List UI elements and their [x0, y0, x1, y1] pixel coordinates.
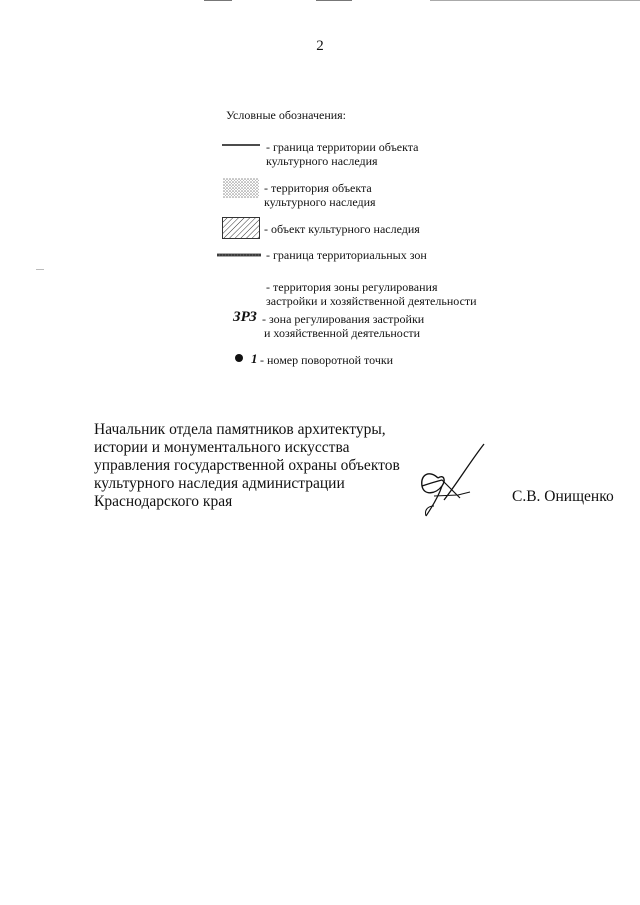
position-line: культурного наследия администрации	[94, 475, 345, 492]
legend-text: - граница территории объекта	[266, 140, 419, 154]
margin-mark	[36, 269, 44, 270]
legend-text: - объект культурного наследия	[264, 222, 420, 236]
legend-item-boundary-object	[266, 140, 418, 168]
legend-item-regulation-territory	[266, 280, 477, 308]
position-line: Краснодарского края	[94, 493, 233, 510]
legend-text: культурного наследия	[264, 195, 376, 209]
legend-title: Условные обозначения:	[226, 108, 347, 122]
position-line: истории и монументального искусства	[94, 439, 350, 456]
legend-text: и хозяйственной деятельности	[264, 326, 421, 340]
zone-code: ЗРЗ	[233, 309, 257, 325]
thick-line-symbol	[217, 252, 263, 258]
turning-point-number: 1	[251, 351, 258, 366]
signer-position	[94, 421, 400, 511]
dotted-fill-symbol	[223, 178, 259, 198]
position-line: Начальник отдела памятников архитектуры,	[94, 421, 386, 438]
legend-text: культурного наследия	[266, 154, 378, 168]
hatched-fill-symbol	[222, 217, 260, 239]
page-number: 2	[316, 38, 324, 54]
handwritten-signature	[408, 440, 490, 520]
legend-item-regulation-zone	[262, 312, 424, 340]
legend-text: - зона регулирования застройки	[262, 312, 425, 326]
scan-mark	[204, 0, 232, 1]
scan-mark	[430, 0, 640, 1]
legend-item-zone-boundary	[266, 248, 427, 262]
legend-item-heritage-object	[264, 222, 420, 236]
position-line: управления государственной охраны объектов	[94, 457, 400, 474]
legend-text: - граница территориальных зон	[266, 248, 427, 262]
legend-item-territory	[264, 181, 376, 209]
legend-text: - территория объекта	[264, 181, 372, 195]
signer-name: С.В. Онищенко	[512, 488, 614, 505]
legend-text: - территория зоны регулирования	[266, 280, 438, 294]
turning-point-dot-icon	[234, 353, 244, 363]
scan-mark	[316, 0, 352, 1]
solid-line-symbol	[222, 143, 262, 147]
legend-item-turning-point	[260, 353, 393, 367]
legend-text: застройки и хозяйственной деятельности	[266, 294, 477, 308]
legend-text: - номер поворотной точки	[260, 353, 394, 367]
